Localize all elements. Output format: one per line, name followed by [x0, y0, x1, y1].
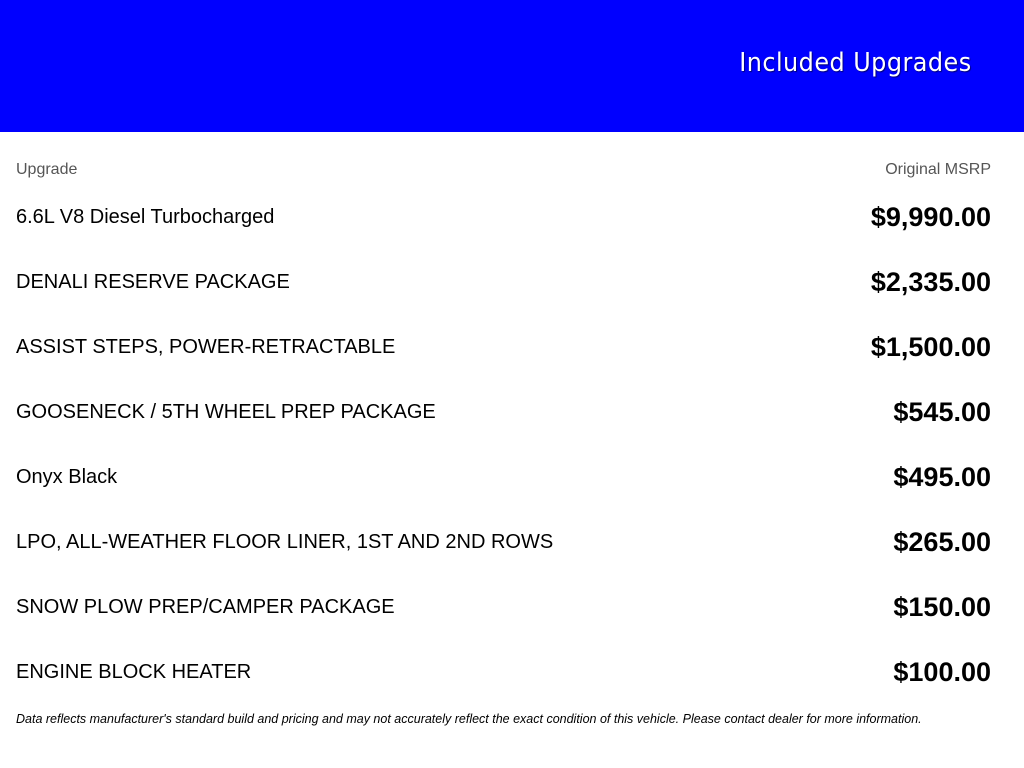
disclaimer-text: Data reflects manufacturer's standard build and pricing and may not accurately reflect the exact condition of this vehicle. Please contact dealer for more information.: [16, 712, 922, 726]
table-row: [16, 575, 991, 640]
upgrade-price: $1,500.00: [870, 332, 991, 362]
upgrade-price: $495.00: [893, 462, 991, 492]
upgrade-name: SNOW PLOW PREP/CAMPER PACKAGE: [16, 596, 395, 618]
upgrade-price: $545.00: [893, 397, 991, 427]
table-row: [16, 510, 991, 575]
upgrade-name: Onyx Black: [16, 466, 118, 488]
table-row: [16, 445, 991, 510]
upgrade-price: $150.00: [893, 592, 991, 622]
table-row: [16, 380, 991, 445]
upgrade-name: ENGINE BLOCK HEATER: [16, 661, 252, 683]
upgrade-name: 6.6L V8 Diesel Turbocharged: [16, 206, 275, 228]
column-header-upgrade: Upgrade: [16, 161, 78, 178]
page-title: Included Upgrades: [739, 48, 972, 78]
upgrade-price: $265.00: [893, 527, 991, 557]
header-banner: [0, 0, 1024, 132]
column-header-msrp: Original MSRP: [885, 161, 991, 178]
upgrade-name: GOOSENECK / 5TH WHEEL PREP PACKAGE: [16, 401, 436, 423]
table-row: [16, 185, 991, 250]
upgrades-table: [16, 185, 991, 705]
upgrade-price: $9,990.00: [870, 202, 991, 232]
table-header: [16, 161, 991, 181]
upgrade-price: $2,335.00: [870, 267, 991, 297]
table-row: [16, 640, 991, 705]
upgrade-name: DENALI RESERVE PACKAGE: [16, 271, 290, 293]
upgrade-name: ASSIST STEPS, POWER-RETRACTABLE: [16, 336, 396, 358]
table-row: [16, 315, 991, 380]
table-row: [16, 250, 991, 315]
upgrade-price: $100.00: [893, 657, 991, 687]
upgrade-name: LPO, ALL-WEATHER FLOOR LINER, 1ST AND 2ND ROWS: [16, 531, 554, 553]
